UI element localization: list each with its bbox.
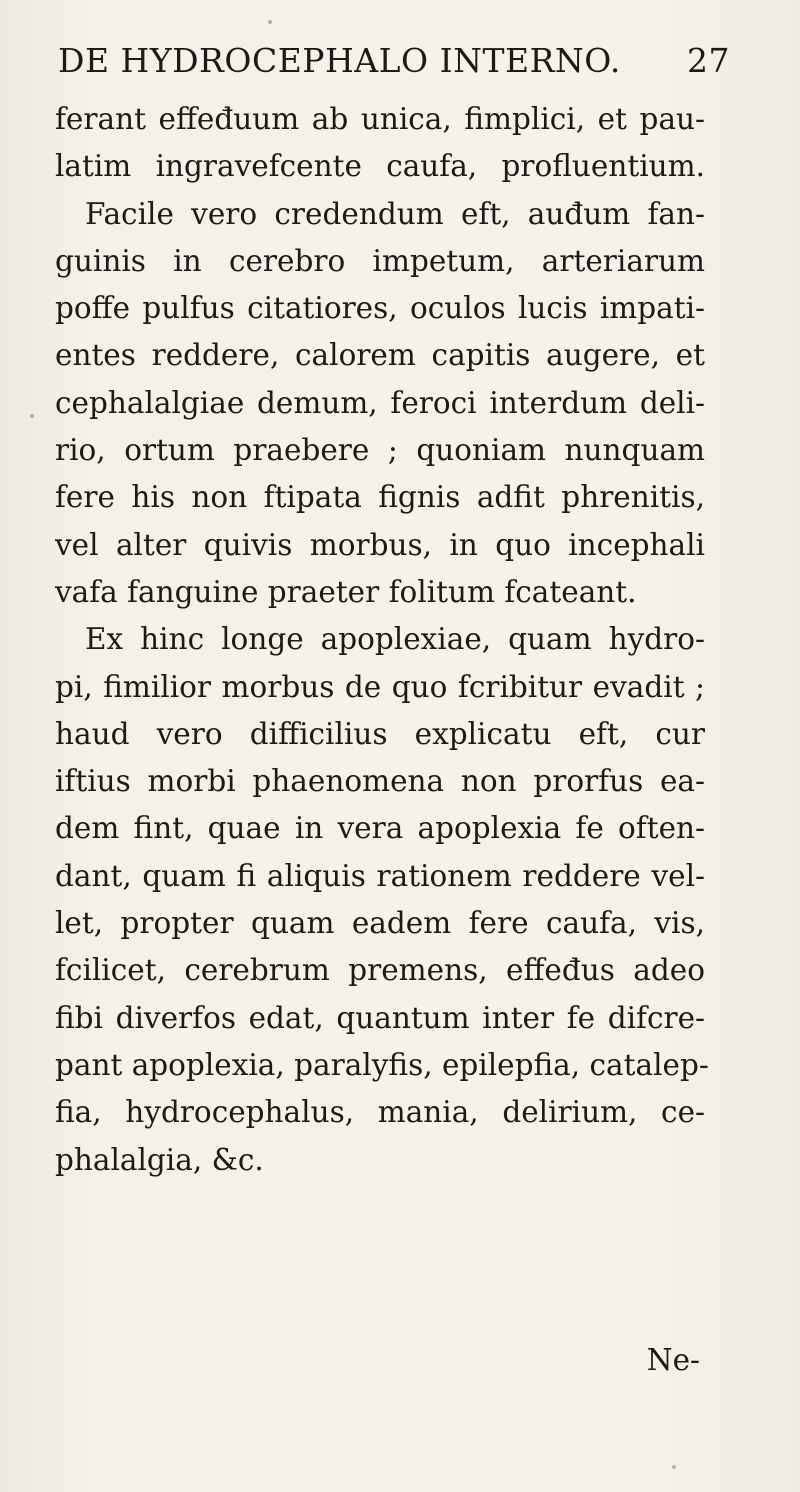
text-line: let, propter quam eadem fere caufa, vis, (55, 906, 705, 941)
text-line: rio, ortum praebere ; quoniam nunquam (55, 433, 705, 468)
text-line: iftius morbi phaenomena non prorfus ea- (55, 764, 705, 799)
text-line: fibi diverfos edat, quantum inter fe difcre- (55, 1000, 705, 1035)
text-line: pant apoplexia, paralyfis, epilepfia, catalep- (55, 1047, 709, 1082)
catchword: Ne- (646, 1343, 700, 1377)
text-line: dant, quam fi aliquis rationem reddere vel- (55, 858, 705, 893)
text-line: Ex hinc longe apoplexiae, quam hydro- (85, 622, 705, 657)
text-line: fcilicet, cerebrum premens, effeđus adeo (55, 953, 705, 988)
text-line: vel alter quivis morbus, in quo incephali (55, 527, 705, 562)
text-line: dem fint, quae in vera apoplexia fe often- (55, 811, 705, 846)
text-line: fia, hydrocephalus, mania, delirium, ce- (55, 1095, 705, 1130)
text-line: Facile vero credendum eft, auđum fan- (85, 196, 705, 231)
running-head (58, 36, 730, 86)
text-line: pi, fimilior morbus de quo fcribitur evadit ; (55, 669, 705, 704)
text-line: cephalalgiae demum, feroci interdum deli- (55, 385, 705, 420)
text-line: haud vero difficilius explicatu eft, cur (55, 716, 705, 751)
text-line: latim ingravefcente caufa, profluentium. (55, 149, 705, 184)
paper-speck (268, 20, 272, 24)
text-line: vafa fanguine praeter folitum fcateant. (55, 574, 637, 609)
page-header-title: DE HYDROCEPHALO INTERNO. (58, 41, 621, 80)
paper-speck (672, 1465, 676, 1469)
text-line: phalalgia, &c. (55, 1142, 264, 1177)
text-line: entes reddere, calorem capitis augere, et (55, 338, 705, 373)
text-line: poffe pulfus citatiores, oculos lucis impati- (55, 291, 705, 326)
paper-speck (30, 414, 34, 418)
text-line: fere his non ftipata fignis adfit phrenitis, (55, 480, 705, 515)
text-line: guinis in cerebro impetum, arteriarum (55, 243, 705, 278)
text-line: ferant effeđuum ab unica, fimplici, et pau- (55, 102, 705, 136)
body-text (55, 96, 709, 1184)
page-number: 27 (687, 41, 730, 80)
